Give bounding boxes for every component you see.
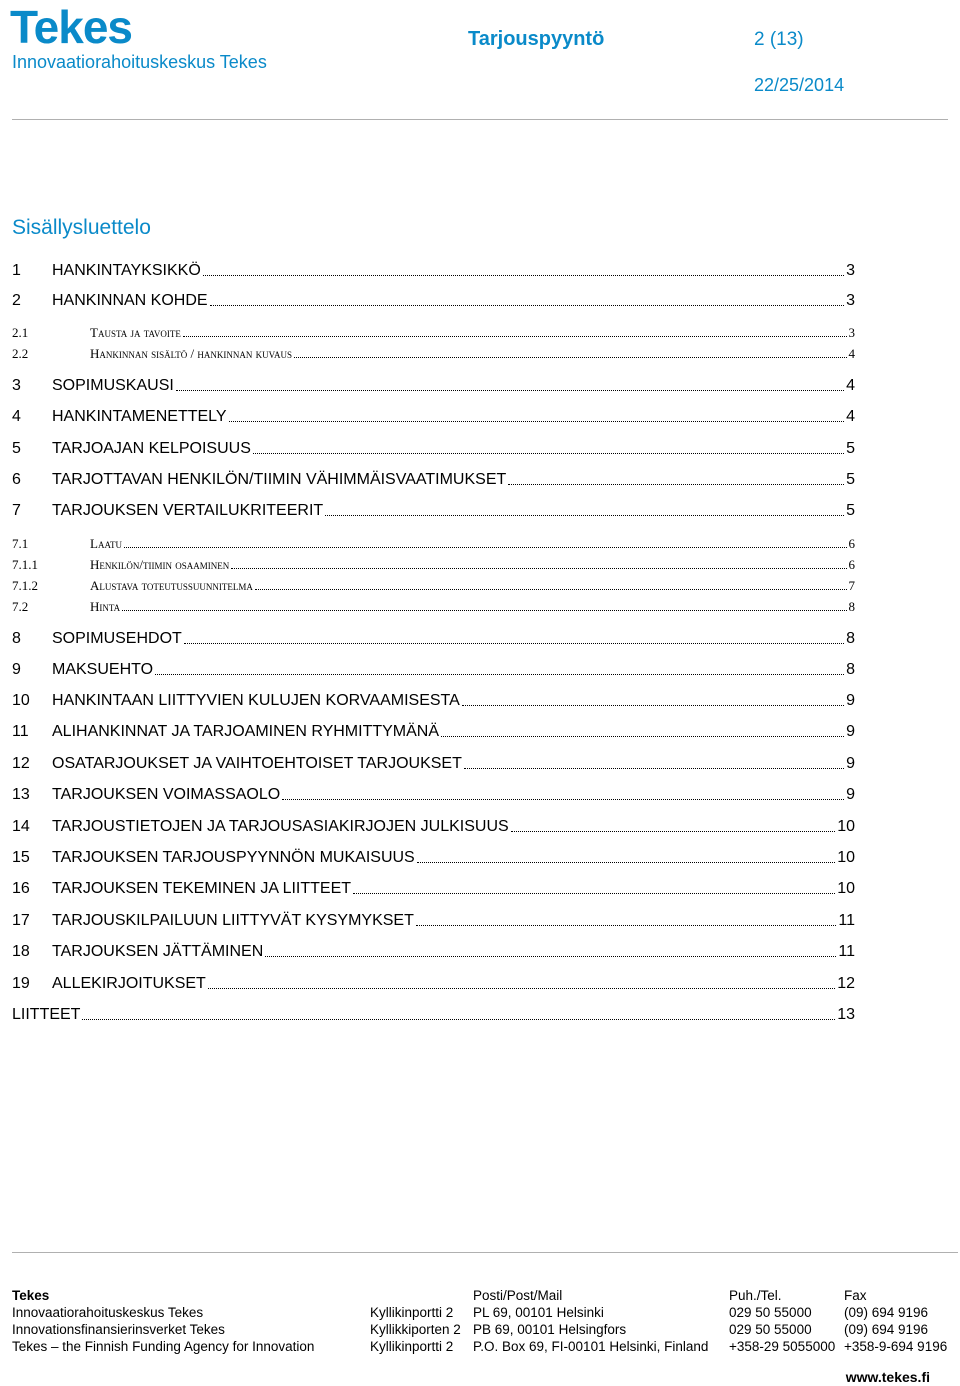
toc-entry-page: 9 — [846, 692, 855, 709]
toc-entry-page: 8 — [846, 661, 855, 678]
footer-divider — [12, 1252, 958, 1253]
footer-postal-header: Posti/Post/Mail — [473, 1288, 563, 1303]
toc-dot-leader — [184, 643, 844, 644]
toc-entry-number: 19 — [12, 975, 30, 992]
toc-dot-leader — [511, 831, 836, 832]
toc-entry-number: 7.2 — [12, 599, 29, 614]
toc-entry[interactable] — [12, 440, 855, 458]
footer-postal: PB 69, 00101 Helsingfors — [473, 1322, 627, 1337]
footer-phone: 029 50 55000 — [729, 1305, 812, 1320]
toc-entry-title: TARJOUKSEN VOIMASSAOLO — [52, 786, 281, 803]
toc-entry-number: 2 — [12, 292, 21, 309]
toc-entry-title: TARJOAJAN KELPOISUUS — [52, 440, 251, 457]
toc-entry-title: Alustava toteutussuunnitelma — [90, 578, 253, 593]
footer-street: Kyllikkiporten 2 — [370, 1322, 461, 1337]
document-type: Tarjouspyyntö — [468, 28, 605, 50]
toc-entry[interactable] — [12, 912, 855, 930]
toc-entry-page: 9 — [846, 755, 855, 772]
toc-entry-page: 10 — [837, 818, 855, 835]
footer-row — [12, 1304, 952, 1321]
toc-entry-page: 9 — [846, 723, 855, 740]
toc-entry-page: 7 — [848, 578, 855, 593]
toc-entry[interactable] — [12, 661, 855, 679]
toc-dot-leader — [265, 956, 836, 957]
toc-entry-page: 3 — [846, 262, 855, 279]
toc-entry[interactable] — [12, 1006, 855, 1024]
toc-entry-number: 1 — [12, 262, 21, 279]
toc-entry-title: ALLEKIRJOITUKSET — [52, 975, 206, 992]
toc-dot-leader — [208, 988, 835, 989]
footer-org-name: Innovaatiorahoituskeskus Tekes — [12, 1305, 204, 1320]
toc-entry[interactable] — [12, 599, 855, 615]
footer-brand: Tekes — [12, 1288, 50, 1303]
footer-street: Kyllikinportti 2 — [370, 1305, 454, 1320]
toc-entry-page: 9 — [846, 786, 855, 803]
toc-entry-number: 10 — [12, 692, 30, 709]
toc-dot-leader — [203, 275, 844, 276]
toc-dot-leader — [210, 305, 845, 306]
toc-dot-leader — [294, 357, 846, 358]
toc-entry[interactable] — [12, 630, 855, 648]
toc-entry-title: TARJOUSKILPAILUUN LIITTYVÄT KYSYMYKSET — [52, 912, 414, 929]
toc-entry-page: 3 — [848, 325, 855, 340]
toc-entry[interactable] — [12, 786, 855, 804]
toc-entry-title: HANKINTAAN LIITTYVIEN KULUJEN KORVAAMISESTA — [52, 692, 460, 709]
toc-entry-page: 12 — [837, 975, 855, 992]
toc-entry-page: 6 — [848, 536, 855, 551]
toc-entry-title: HANKINNAN KOHDE — [52, 292, 208, 309]
toc-entry-number: 5 — [12, 440, 21, 457]
toc-entry[interactable] — [12, 346, 855, 362]
toc-entry-title: SOPIMUSKAUSI — [52, 377, 174, 394]
footer-org-name: Innovationsfinansierinsverket Tekes — [12, 1322, 225, 1337]
toc-entry-number: 12 — [12, 755, 30, 772]
toc-entry[interactable] — [12, 723, 855, 741]
toc-dot-leader — [417, 862, 835, 863]
toc-entry[interactable] — [12, 408, 855, 426]
toc-dot-leader — [176, 390, 844, 391]
toc-dot-leader — [353, 893, 835, 894]
toc-entry-page: 8 — [846, 630, 855, 647]
toc-dot-leader — [464, 768, 844, 769]
toc-entry-page: 6 — [848, 557, 855, 572]
toc-entry-number: 14 — [12, 818, 30, 835]
toc-entry[interactable] — [12, 502, 855, 520]
toc-entry-page: 11 — [838, 943, 855, 960]
toc-entry-title: SOPIMUSEHDOT — [52, 630, 182, 647]
toc-dot-leader — [183, 336, 847, 337]
toc-entry-number: 9 — [12, 661, 21, 678]
toc-entry-number: 7.1.2 — [12, 578, 38, 593]
toc-entry-page: 4 — [848, 346, 855, 361]
footer-header-row — [12, 1287, 952, 1304]
toc-entry-number: 18 — [12, 943, 30, 960]
footer-fax: (09) 694 9196 — [844, 1305, 929, 1320]
toc-entry[interactable] — [12, 692, 855, 710]
footer-row — [12, 1338, 952, 1355]
toc-entry[interactable] — [12, 557, 855, 573]
toc-entry-number: 3 — [12, 377, 21, 394]
toc-dot-leader — [253, 453, 844, 454]
toc-entry-title: Henkilön/tiimin osaaminen — [90, 557, 230, 572]
toc-entry-number: 8 — [12, 630, 21, 647]
toc-entry-page: 11 — [838, 912, 855, 929]
organization-name: Innovaatiorahoituskeskus Tekes — [12, 52, 267, 72]
toc-dot-leader — [82, 1019, 835, 1020]
toc-entry-number: 2.1 — [12, 325, 29, 340]
toc-dot-leader — [462, 705, 844, 706]
footer-org-name: Tekes – the Finnish Funding Agency for Innovation — [12, 1339, 315, 1354]
footer-phone: 029 50 55000 — [729, 1322, 812, 1337]
footer — [12, 1287, 952, 1355]
footer-fax: (09) 694 9196 — [844, 1322, 929, 1337]
toc-entry-title: TARJOTTAVAN HENKILÖN/TIIMIN VÄHIMMÄISVAATIMUKSET — [52, 471, 507, 488]
toc-entry-title: LIITTEET — [12, 1006, 81, 1023]
toc-entry[interactable] — [12, 471, 855, 489]
toc-dot-leader — [441, 736, 844, 737]
toc-entry-title: HANKINTAYKSIKKÖ — [52, 262, 201, 279]
toc-entry[interactable] — [12, 536, 855, 552]
footer-phone: +358-29 5055000 — [729, 1339, 836, 1354]
toc-entry[interactable] — [12, 755, 855, 773]
toc-entry-page: 10 — [837, 849, 855, 866]
footer-postal: P.O. Box 69, FI-00101 Helsinki, Finland — [473, 1339, 709, 1354]
toc-title: Sisällysluettelo — [12, 216, 151, 239]
toc-entry-title: MAKSUEHTO — [52, 661, 154, 678]
toc-dot-leader — [325, 515, 844, 516]
toc-entry-page: 5 — [846, 440, 855, 457]
toc-entry-title: TARJOUKSEN JÄTTÄMINEN — [52, 943, 264, 960]
tekes-logo: Tekes — [10, 1, 133, 53]
footer-fax-header: Fax — [844, 1288, 867, 1303]
toc-entry[interactable] — [12, 849, 855, 867]
toc-entry-number: 6 — [12, 471, 21, 488]
footer-postal: PL 69, 00101 Helsinki — [473, 1305, 604, 1320]
toc-entry-number: 11 — [12, 723, 29, 740]
page-number: 2 (13) — [754, 29, 804, 50]
toc-entry-title: TARJOUKSEN VERTAILUKRITEERIT — [52, 502, 324, 519]
toc-entry[interactable] — [12, 262, 855, 280]
footer-fax: +358-9-694 9196 — [844, 1339, 948, 1354]
toc-entry-number: 17 — [12, 912, 30, 929]
toc-entry-title: ALIHANKINNAT JA TARJOAMINEN RYHMITTYMÄNÄ — [52, 723, 440, 740]
toc-entry-number: 7.1.1 — [12, 557, 38, 572]
toc-entry-number: 7 — [12, 502, 21, 519]
document-date: 22/25/2014 — [754, 75, 845, 95]
toc-entry[interactable] — [12, 377, 855, 395]
toc-entry-page: 13 — [837, 1006, 855, 1023]
toc-entry[interactable] — [12, 880, 855, 898]
toc-entry-title: HANKINTAMENETTELY — [52, 408, 227, 425]
toc-entry-title: Laatu — [90, 536, 122, 551]
toc-dot-leader — [255, 589, 847, 590]
toc-entry-number: 15 — [12, 849, 30, 866]
toc-entry[interactable] — [12, 325, 855, 341]
header-divider — [12, 119, 948, 120]
toc-entry-page: 5 — [846, 471, 855, 488]
toc-entry[interactable] — [12, 818, 855, 836]
toc-entry-title: Hinta — [90, 599, 121, 614]
toc-dot-leader — [155, 674, 844, 675]
toc-dot-leader — [124, 547, 847, 548]
toc-entry[interactable] — [12, 292, 855, 310]
toc-entry-number: 4 — [12, 408, 21, 425]
website-link[interactable]: www.tekes.fi — [845, 1369, 930, 1385]
toc-entry-title: TARJOUKSEN TEKEMINEN JA LIITTEET — [52, 880, 352, 897]
toc-entry-title: Hankinnan sisältö / hankinnan kuvaus — [90, 346, 293, 361]
toc-entry[interactable] — [12, 578, 855, 594]
toc-entry-title: TARJOUSTIETOJEN JA TARJOUSASIAKIRJOJEN JULKISUUS — [52, 818, 509, 835]
toc-entry-page: 4 — [846, 408, 855, 425]
toc-dot-leader — [231, 568, 846, 569]
toc-entry-page: 10 — [837, 880, 855, 897]
toc-dot-leader — [508, 484, 844, 485]
toc-entry-page: 8 — [848, 599, 855, 614]
toc-entry-page: 4 — [846, 377, 855, 394]
toc-entry-title: TARJOUKSEN TARJOUSPYYNNÖN MUKAISUUS — [52, 849, 415, 866]
toc-entry[interactable] — [12, 975, 855, 993]
toc-entry-number: 13 — [12, 786, 30, 803]
toc-dot-leader — [229, 421, 845, 422]
footer-row — [12, 1321, 952, 1338]
toc-entry-page: 3 — [846, 292, 855, 309]
footer-street: Kyllikinportti 2 — [370, 1339, 454, 1354]
toc-entry-number: 7.1 — [12, 536, 29, 551]
footer-phone-header: Puh./Tel. — [729, 1288, 782, 1303]
toc-entry-page: 5 — [846, 502, 855, 519]
toc-entry[interactable] — [12, 943, 855, 961]
toc-entry-number: 16 — [12, 880, 30, 897]
toc-entry-number: 2.2 — [12, 346, 29, 361]
toc-dot-leader — [282, 799, 844, 800]
toc-dot-leader — [122, 610, 846, 611]
toc-dot-leader — [416, 925, 837, 926]
toc-entry-title: Tausta ja tavoite — [90, 325, 181, 340]
toc-entry-title: OSATARJOUKSET JA VAIHTOEHTOISET TARJOUKSET — [52, 755, 462, 772]
